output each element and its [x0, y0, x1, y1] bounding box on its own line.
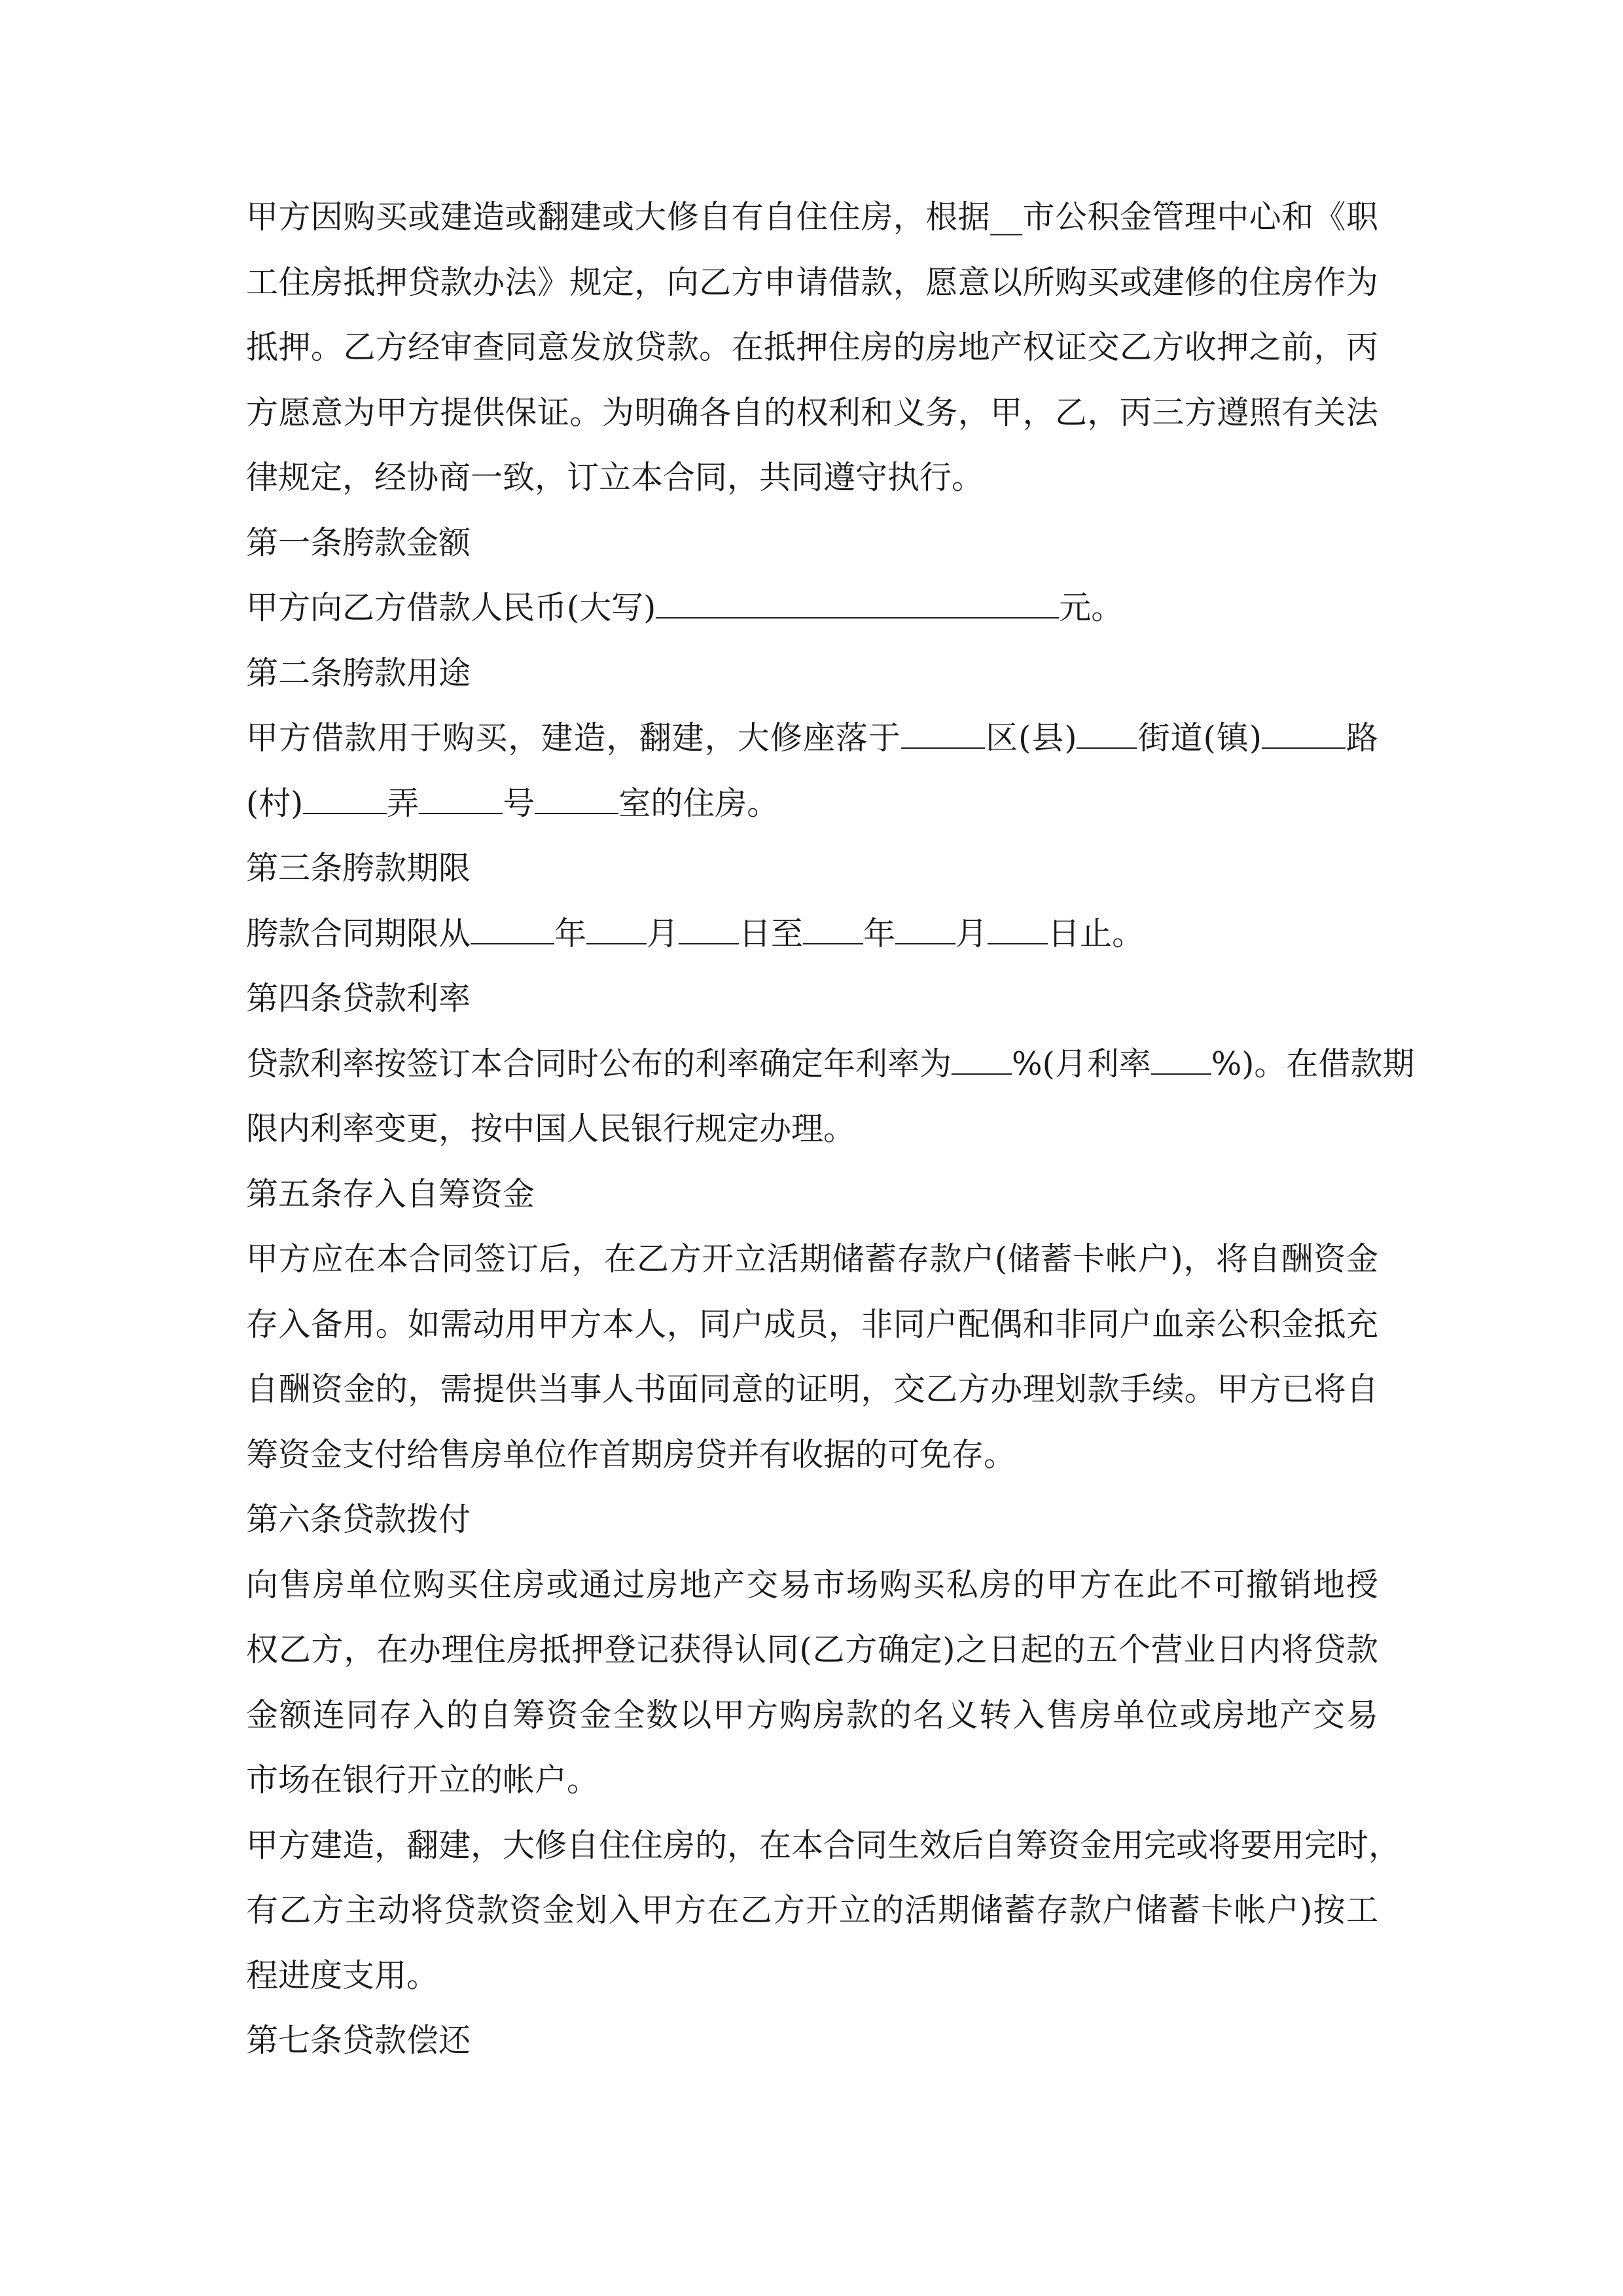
article-heading	[246, 1162, 1378, 1227]
paragraph-line	[246, 1617, 1378, 1683]
text-run: 甲方向乙方借款人民币(大写)	[246, 589, 656, 626]
text-run: 路	[1345, 719, 1378, 757]
paragraph-line	[246, 706, 1378, 771]
paragraph-line	[246, 1031, 1415, 1097]
text-run: 律规定，经协商一致，订立本合同，共同遵守执行。	[246, 459, 984, 496]
text-run: 第三条胯款期限	[246, 850, 471, 887]
fill-in-blank[interactable]	[679, 917, 739, 944]
text-run: 元。	[1059, 589, 1124, 626]
paragraph-line	[246, 771, 1378, 836]
fill-in-blank[interactable]	[952, 1047, 1012, 1075]
text-run: %(月利率	[1012, 1045, 1151, 1083]
fill-in-blank[interactable]	[1151, 1047, 1211, 1075]
text-run: 权乙方，在办理住房抵押登记获得认同(乙方确定)之日起的五个营业日内将贷款	[246, 1631, 1378, 1668]
text-run: 室的住房。	[618, 784, 779, 822]
text-run: __	[990, 198, 1023, 236]
text-run: 市公积金管理中心和《职	[1022, 198, 1378, 236]
paragraph-line	[246, 1292, 1378, 1357]
text-run: 弄	[387, 784, 419, 822]
fill-in-blank[interactable]	[586, 917, 647, 944]
text-run: 存入备用。如需动用甲方本人，同户成员，非同户配偶和非同户血亲公积金抵充	[246, 1305, 1378, 1343]
text-run: 第四条贷款利率	[246, 980, 471, 1017]
paragraph-line	[246, 1878, 1378, 1943]
paragraph-line	[246, 1357, 1378, 1422]
paragraph-line	[246, 1096, 1378, 1162]
text-run: 第五条存入自筹资金	[246, 1175, 535, 1213]
text-run: 向售房单位购买住房或通过房地产交易市场购买私房的甲方在此不可撤销地授	[246, 1566, 1378, 1604]
text-run: 程进度支用。	[246, 1956, 439, 1994]
text-run: 有乙方主动将贷款资金划入甲方在乙方开立的活期储蓄存款户储蓄卡帐户)按工	[246, 1892, 1378, 1929]
fill-in-blank[interactable]	[656, 591, 1059, 619]
text-run: 区(县)	[985, 719, 1077, 757]
fill-in-blank[interactable]	[535, 787, 618, 814]
paragraph-line	[246, 315, 1378, 380]
text-run: 甲方借款用于购买，建造，翻建，大修座落于	[246, 719, 902, 757]
fill-in-blank[interactable]	[1262, 721, 1346, 749]
text-run: 工住房抵押贷款办法》规定，向乙方申请借款，愿意以所购买或建修的住房作为	[246, 263, 1378, 301]
contract-body	[246, 185, 1415, 2073]
paragraph-line	[246, 250, 1378, 315]
text-run: 甲方因购买或建造或翻建或大修自有自住住房，根据	[246, 198, 991, 236]
paragraph-line	[246, 1748, 1378, 1813]
paragraph-line	[246, 445, 1378, 511]
text-run: 月	[647, 914, 679, 952]
paragraph-line	[246, 1422, 1378, 1488]
text-run: 限内利率变更，按中国人民银行规定办理。	[246, 1110, 856, 1147]
text-run: 日至	[739, 914, 804, 952]
text-run: 月	[955, 914, 988, 952]
text-run: 号	[503, 784, 535, 822]
fill-in-blank[interactable]	[471, 917, 554, 944]
text-run: 筹资金支付给售房单位作首期房贷并有收据的可免存。	[246, 1435, 1016, 1473]
article-heading	[246, 836, 1378, 901]
text-run: 抵押。乙方经审查同意发放贷款。在抵押住房的房地产权证交乙方收押之前，丙	[246, 329, 1378, 366]
text-run: 年	[863, 914, 896, 952]
paragraph-line	[246, 575, 1378, 641]
article-heading	[246, 641, 1378, 706]
paragraph-line	[246, 1552, 1378, 1618]
paragraph-line	[246, 1813, 1401, 1878]
paragraph-line	[246, 1227, 1378, 1292]
text-run: 甲方建造，翻建，大修自住住房的，在本合同生效后自筹资金用完或将要用完时，	[246, 1826, 1401, 1864]
text-run: (村)	[246, 784, 304, 822]
text-run: 第七条贷款偿还	[246, 2022, 471, 2059]
article-heading	[246, 511, 1378, 576]
text-run: %)。在借款期	[1211, 1045, 1415, 1083]
paragraph-line	[246, 1943, 1378, 2009]
fill-in-blank[interactable]	[419, 787, 503, 814]
paragraph-line	[246, 901, 1378, 967]
article-heading	[246, 966, 1378, 1031]
article-heading	[246, 1487, 1378, 1552]
text-run: 年	[554, 914, 587, 952]
text-run: 第一条胯款金额	[246, 524, 471, 562]
text-run: 街道(镇)	[1137, 719, 1262, 757]
fill-in-blank[interactable]	[901, 721, 985, 749]
text-run: 金额连同存入的自筹资金全数以甲方购房款的名义转入售房单位或房地产交易	[246, 1696, 1378, 1734]
text-run: 市场在银行开立的帐户。	[246, 1761, 599, 1799]
text-run: 第六条贷款拨付	[246, 1501, 471, 1538]
text-run: 日止。	[1048, 914, 1145, 952]
text-run: 自酬资金的，需提供当事人书面同意的证明，交乙方办理划款手续。甲方已将自	[246, 1371, 1378, 1408]
paragraph-line	[246, 380, 1378, 446]
paragraph-line	[246, 1683, 1378, 1748]
article-heading	[246, 2008, 1378, 2073]
text-run: 贷款利率按签订本合同时公布的利率确定年利率为	[246, 1045, 952, 1083]
text-run: 胯款合同期限从	[246, 914, 471, 952]
fill-in-blank[interactable]	[895, 917, 955, 944]
fill-in-blank[interactable]	[303, 787, 387, 814]
text-run: 第二条胯款用途	[246, 654, 471, 692]
text-run: 方愿意为甲方提供保证。为明确各自的权利和义务，甲，乙，丙三方遵照有关法	[246, 393, 1378, 431]
text-run: 甲方应在本合同签订后，在乙方开立活期储蓄存款户(储蓄卡帐户)，将自酬资金	[246, 1240, 1378, 1278]
paragraph-line	[246, 185, 1378, 250]
fill-in-blank[interactable]	[803, 917, 863, 944]
fill-in-blank[interactable]	[988, 917, 1048, 944]
fill-in-blank[interactable]	[1077, 721, 1137, 749]
